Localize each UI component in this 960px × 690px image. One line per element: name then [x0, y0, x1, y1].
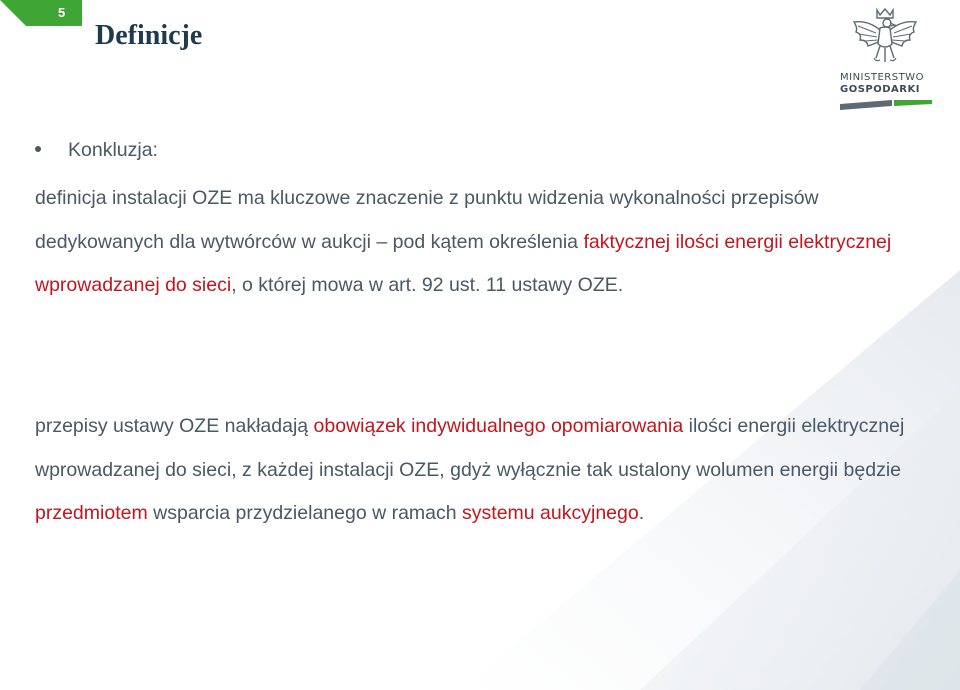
para1-text-1: definicja instalacji OZE ma kluczowe znaczenie z punktu widzenia wykonalności przepisów dedykowanych dla wytwórców w aukcji – pod kątem określenia: [35, 187, 819, 253]
para2-highlight-3: systemu aukcyjnego: [462, 502, 639, 524]
para2-highlight-2: przedmiotem: [35, 502, 148, 524]
ministry-logo: [836, 6, 936, 116]
page-number-badge: [0, 0, 82, 26]
bullet-item: [35, 139, 158, 162]
logo-line-2: GOSPODARKI: [840, 84, 920, 95]
logo-wordmark: [840, 72, 932, 96]
bullet-dot-icon: [35, 146, 41, 152]
logo-line-1: MINISTERSTWO: [840, 72, 924, 83]
para2-highlight-1: obowiązek indywidualnego opomiarowania: [313, 415, 684, 437]
bullet-label: Konkluzja:: [68, 139, 158, 161]
para2-text-3: wsparcia przydzielanego w ramach: [147, 502, 463, 524]
para2-text-4: .: [638, 502, 645, 524]
para1-highlight: faktycznej ilości energii elektrycznej wprowadzanej do sieci: [35, 230, 892, 296]
paragraph-definition: [35, 177, 915, 308]
para1-text-2: , o której mowa w art. 92 ust. 11 ustawy OZE.: [231, 274, 624, 296]
eagle-emblem-icon: [850, 6, 920, 68]
paragraph-metering: [35, 405, 915, 536]
para2-text-2: ilości energii elektrycznej wprowadzanej do sieci, z każdej instalacji OZE, gdyż wyłącznie tak ustalony wolumen energii będzie: [35, 415, 905, 481]
slide-title: Definicje: [95, 20, 203, 51]
page-number: 5: [58, 5, 66, 20]
para2-text-1: przepisy ustawy OZE nakładają: [35, 415, 314, 437]
logo-stripes: [840, 100, 932, 110]
